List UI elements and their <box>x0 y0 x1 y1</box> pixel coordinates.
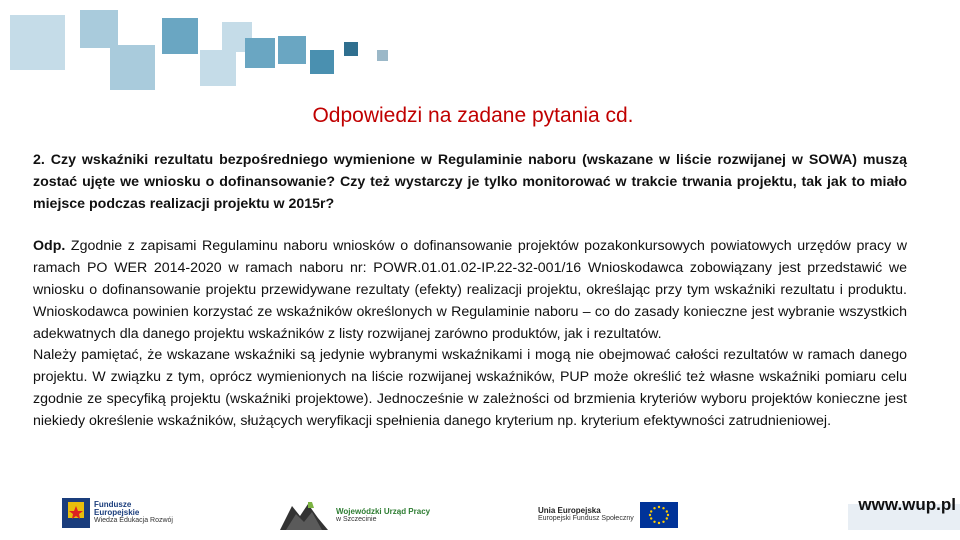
question-text <box>33 150 907 215</box>
answer-label: Odp. <box>33 238 66 255</box>
decor-square <box>10 15 65 70</box>
question: 2. Czy wskaźniki rezultatu bezpośredniego wymienione w Regulaminie naboru (wskazane w liście rozwijanej w SOWA) muszą zostać ujęte we wniosku o dofinansowanie? Czy też wystarczy je tylko monitorować w trakcie trwania projektu, tak jak to miało miejsce podczas realizacji projektu w 2015r? <box>33 152 907 212</box>
fe-star-icon <box>62 498 90 528</box>
decor-square <box>344 42 358 56</box>
decor-square <box>245 38 275 68</box>
website-url[interactable]: www.wup.pl <box>858 495 956 514</box>
fundusze-europejskie-logo <box>62 498 173 528</box>
footer <box>0 490 960 540</box>
decor-square <box>310 50 334 74</box>
ue-line2: Europejski Fundusz Społeczny <box>538 515 634 522</box>
wup-line2: w Szczecinie <box>336 516 377 523</box>
wup-emblem-icon <box>278 500 330 532</box>
answer-paragraph-2: Należy pamiętać, że wskazane wskaźniki są jedynie wybranymi wskaźnikami i mogą nie obejmować całości rezultatów w ramach danego projektu. W związku z tym, oprócz wymienionych na liście rozwijanej wskaźników, PUP może określić też własne wskaźniki pomiaru celu zgodnie ze specyfiką projektu (wskaźniki projektowe). Jednocześnie w zależności od brzmienia kryteriów wyboru projektów konieczne jest niekiedy określenie wskaźników, służących weryfikacji spełnienia danego kryterium np. kryterium efektywności zatrudnieniowej. <box>33 347 907 429</box>
fe-line2: Europejskie <box>94 508 140 517</box>
wup-line1: Wojewódzki Urząd Pracy <box>336 507 431 516</box>
decor-square <box>200 50 236 86</box>
decor-square <box>110 45 155 90</box>
ue-line1: Unia Europejska <box>538 506 601 515</box>
decor-square <box>162 18 198 54</box>
decor-square <box>278 36 306 64</box>
decor-square <box>80 10 118 48</box>
wup-logo <box>278 500 430 532</box>
eu-flag-icon <box>640 502 678 528</box>
unia-europejska-logo <box>538 502 678 528</box>
decor-square <box>377 50 388 61</box>
fe-line1: Fundusze <box>94 500 132 509</box>
content <box>33 150 907 433</box>
page-title: Odpowiedzi na zadane pytania cd. <box>312 104 634 127</box>
answer-paragraph-1 <box>33 236 907 345</box>
fe-line3: Wiedza Edukacja Rozwój <box>94 517 173 524</box>
answer-text-1: Zgodnie z zapisami Regulaminu naboru wniosków o dofinansowanie projektów pozakonkursowych powiatowych urzędów pracy w ramach PO WER 2014-2020 w ramach naboru nr: POWR.01.01.02-IP.22-32-001/16 Wnioskodawca zobowiązany jest przedstawić we wniosku o dofinansowanie projektu przewidywane rezultaty (efekty) realizacji projektu, określając przy tym wskaźniki rezultatu i produktu. Wnioskodawca powinien korzystać ze wskaźników określonych w Regulaminie naboru – co do zasady konieczne jest wybranie wszystkich adekwatnych dla danego projektu wskaźników z listy rozwijanej zarówno produktów, jak i rezultatów. <box>33 238 907 342</box>
